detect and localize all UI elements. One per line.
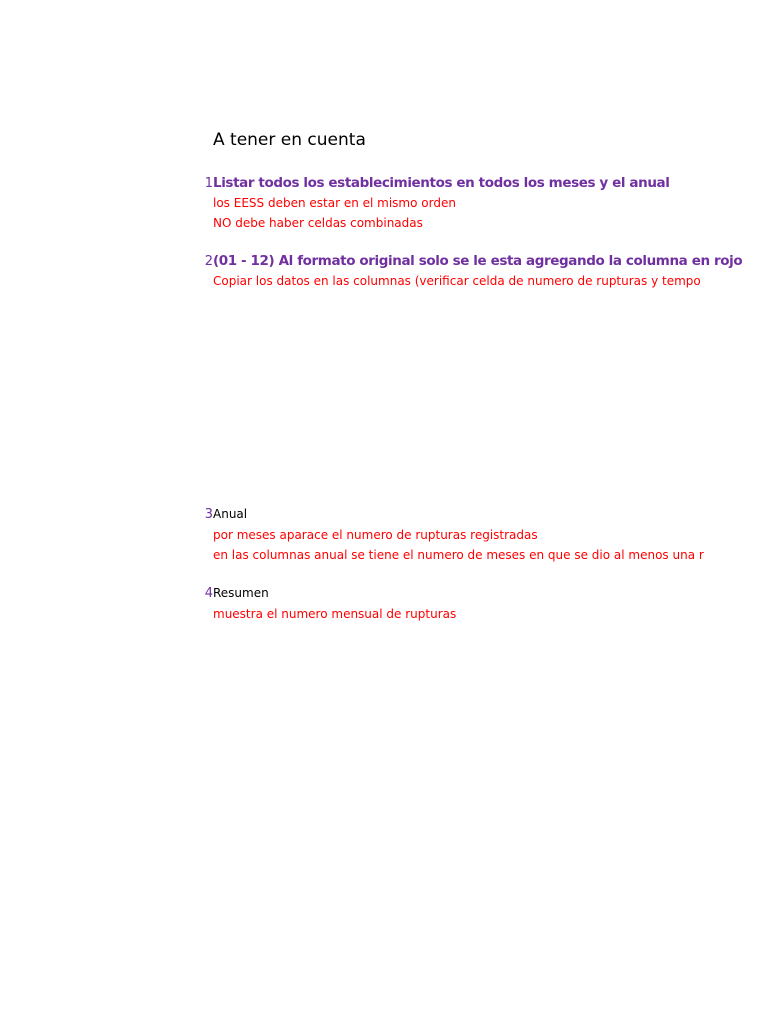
instruction-note: por meses aparace el numero de rupturas registradas [213, 528, 538, 542]
instruction-heading: (01 - 12) Al formato original solo se le esta agregando la columna en rojo [213, 253, 743, 269]
instruction-heading: Anual [213, 507, 248, 521]
instruction-heading: Listar todos los establecimientos en todos los meses y el anual [213, 175, 670, 191]
instruction-note: en las columnas anual se tiene el numero de meses en que se dio al menos una r [213, 547, 704, 562]
instruction-item-1 [200, 175, 670, 233]
instruction-item-3 [200, 507, 704, 565]
instruction-number: 2 [204, 254, 213, 269]
instruction-note: muestra el numero mensual de rupturas [213, 607, 457, 621]
instruction-note: Copiar los datos en las columnas (verificar celda de numero de rupturas y tempo [213, 274, 701, 288]
instruction-heading: Resumen [213, 586, 269, 600]
instruction-note: los EESS deben estar en el mismo orden [213, 196, 456, 210]
instruction-heading-row [200, 253, 743, 272]
instruction-item-4 [200, 586, 660, 625]
instruction-number: 4 [204, 586, 213, 601]
instruction-item-2 [200, 253, 743, 292]
instruction-number: 1 [204, 176, 213, 191]
instruction-heading-row [200, 507, 660, 526]
instruction-heading-row [200, 175, 670, 194]
instruction-note: NO debe haber celdas combinadas [213, 215, 423, 230]
instruction-number: 3 [204, 507, 213, 522]
page-title: A tener en cuenta [213, 130, 366, 150]
instruction-heading-row [200, 586, 660, 605]
